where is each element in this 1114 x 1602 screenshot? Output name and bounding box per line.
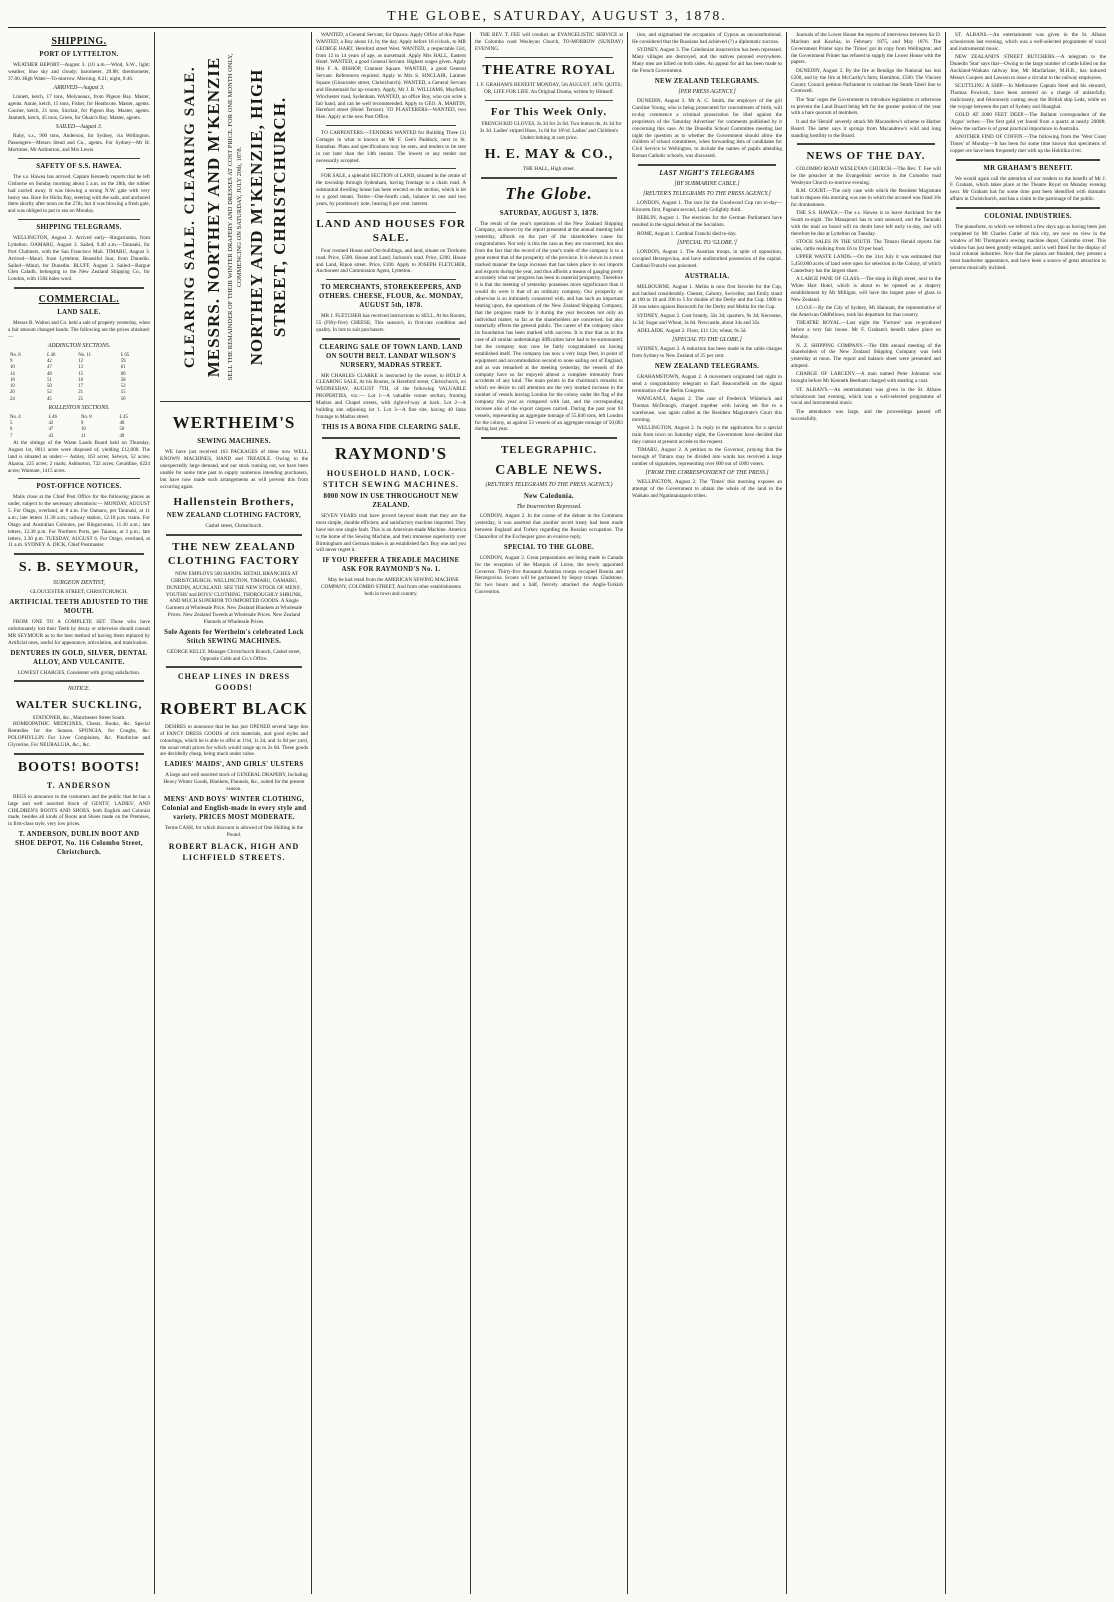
australia-heading: AUSTRALIA.	[684, 272, 730, 280]
divider	[797, 143, 935, 145]
table-cell: 12	[78, 358, 83, 364]
suckling-notice: NOTICE.	[67, 686, 91, 693]
addington-heading: ADDINGTON SECTIONS.	[47, 342, 111, 349]
table-cell: 10	[80, 427, 86, 433]
sydney-text: SYDNEY, August 3. The Caledonian insurrection has been repressed. Many villages are destroyed, and the natives pursued everywhere. Many men are killed on both sides. An appeal for aid has been made to the French Government.	[632, 47, 782, 74]
commercial-heading: COMMERCIAL.	[38, 294, 120, 306]
divider	[485, 57, 613, 58]
table-cell: 15	[78, 371, 83, 377]
divider	[326, 125, 456, 126]
robert-black-terms: Terms CASH, for which discount is allowed of One Shilling in the Pound.	[164, 824, 304, 838]
industries-heading: COLONIAL INDUSTRIES.	[984, 213, 1072, 221]
divider	[956, 159, 1100, 161]
berlin-text: BERLIN, August 1. The elections for the German Parliament have resulted in the signal defeat of the Socialists.	[632, 215, 782, 229]
divider	[481, 177, 617, 179]
shipping-co-text: N. Z. SHIPPING COMPANY.—The fifth annual meeting of the shareholders of the New Zealand Shipping Company was held yesterday at noon. The report and balance sheet were presented and adopted.	[791, 342, 941, 370]
table-cell: 13	[78, 365, 83, 371]
divider	[322, 338, 460, 340]
rolleston-heading: ROLLESTON SECTIONS.	[48, 405, 110, 412]
seymour-charges: LOWEST CHARGES, Consistent with giving satisfaction.	[17, 669, 141, 676]
caledonia-heading: New Caledonia.	[524, 492, 574, 500]
wertheim-sub: SEWING MACHINES.	[197, 438, 271, 446]
table-cell: No. 4	[10, 414, 21, 420]
cable-body: LONDON, August 2. In the course of the debate in the Commons yesterday, it was asserted that another secret treaty had been made between England and Turkey regarding the Russian occupation. The Chancellor of the Exchequer gave an evasive reply.	[475, 513, 623, 541]
column-2	[160, 32, 312, 1594]
table-cell: No. 8	[10, 352, 21, 358]
nz-telegrams-sub: [PER PRESS AGENCY.]	[678, 88, 736, 95]
sailed-heading: SAILED—August 3.	[55, 123, 103, 130]
hallenstein-heading: Hallenstein Brothers,	[173, 495, 295, 508]
special-body: LONDON, August 2. Great preparations are being made in Canada for the reception of the Marquis of Lorne, the newly appointed Governor. Thirty-five thousand Austrian troops occupied Bosnia and Herzegovina. Scouts will be garrisoned by Sepoy troops. Gladstone, for two hours and a half, fiercely attacked the Anglo-Turkish Convention.	[475, 554, 623, 596]
melbourne-text: MELBOURNE, August 1. Melita is now first favorite for the Cup, and backed considerably. Chester, Calumy, Swiveller, and Emily stand at 100 to 10 and 100 to 5 for double of the Derby and the Cup; 1000 to 20 was taken against Bosworth for the Derby and Melita for the Cup.	[632, 283, 782, 311]
divider	[14, 553, 144, 555]
divider	[326, 279, 456, 280]
land-sale-heading: LAND SALE.	[57, 309, 101, 317]
carpenters-tender: TO CARPENTERS.—TENDERS WANTED for Building Three (3) Cottages in what is known as Mr F. Gee's Paddock, next to St. Barnabas. Plans and specifications may be seen, and tenders to be sent in not later than the 14th instant. The lowest or any tender not necessarily accepted.	[316, 130, 466, 164]
raymond-heading: RAYMOND'S	[334, 443, 448, 463]
table-cell: 60	[120, 371, 126, 377]
clarke-body: MR CHARLES CLARKE is instructed by the owner, to HOLD A CLEARING SALE, At his Rooms, in Hereford street, Christchurch, on WEDNESDAY, AUGUST 7TH, of the following VALUABLE PROPERTIES, viz.:— Lot 1—A valuable corner section, fronting Madras and Chapel streets, with right-of-way at back. Lot 2—A building site adjoining lot 1. Lot 3—A fine site, having 40 links frontage to Madras street.	[316, 372, 466, 420]
table-cell: 59	[120, 358, 126, 364]
column-4	[475, 32, 628, 1594]
table-cell: 24	[10, 396, 15, 402]
arrived-heading: ARRIVED—August 3.	[53, 84, 105, 91]
safety-article: The s.s. Hawea has arrived. Captain Kennedy reports that he left Gisborne on Sunday morning about 5 a.m. on the 28th, the rubber had carried away. It was blowing a strong N.W. gale with very heavy sea. Bore for Hicks Bay, steering with the sails, and anchored there shortly after noon on the 27th, but it was blowing a fresh gale, and was obliged to put to sea on Monday.	[8, 174, 150, 215]
shipping-telegrams-heading: SHIPPING TELEGRAMS.	[36, 224, 122, 232]
seymour-title: SURGEON DENTIST,	[53, 579, 105, 586]
divider	[956, 207, 1100, 209]
shipping-telegrams: WELLINGTON, August 2. Arrived early—Ringarooma, from Lyttelton. OAMARU, August 3. Sailed, 9.40 a.m.—Taranaki, for Port Chalmers, with the San Francisco Mail. TIMARU, August 3. Arrived—Mauri, from Lyttelton; Beautiful Star, from Dunedin. Sailed—Mauri, for Dunedin. BLUFF, August 3. Sailed—Bargue Glen Caladh, belonging to the New Zealand Shipping Co., for London, with 1584 bales wool.	[8, 235, 150, 283]
grahamstown-text: GRAHAMSTOWN, August 2. A movement originated last night to send a congratulatory telegram to Earl Beaconsfield on the signal termination of the Berlin Congress.	[632, 374, 782, 394]
butchers-text: NEW ZEALAND'S STREET BUTCHERS.—A telegram to the Dunedin 'Star' says that—Owing to the large number of cattle killed on the Auckland-Waikato railway line, Mr Macfarlane, M.H.R., has induced Messrs Coopers and Lawson to issue a circular to the railway employees.	[950, 54, 1106, 81]
seymour-body: FROM ONE TO A COMPLETE SET. Those who have unfortunately lost their Teeth by decay or otherwise should consult MR SEYMOUR as to the best method of having them replaced by Artificial ones, useful for appearance, articulation, and mastication.	[8, 619, 150, 646]
column-7	[950, 32, 1106, 1594]
waste-lands-text: At the sittings of the Waste Lands Board held on Thursday, August 1st, 8011 acres were disposed of, yielding £12,000. The land is situated as under:— Ashley, 163 acres; Selwyn, 52 acres; Akaroa, 225 acres; 2 roads; Ashburton, 722 acres; Geraldine, 6224 acres; Waimate, 1415 acres.	[8, 440, 150, 474]
table-cell: 51	[46, 377, 52, 383]
table-cell: 17	[78, 384, 83, 390]
special-sub-2: [SPECIAL TO THE GLOBE.]	[672, 336, 742, 343]
nz-telegrams-heading: NEW ZEALAND TELEGRAMS.	[654, 77, 760, 85]
table-cell: £ 65	[120, 352, 130, 358]
column-3	[316, 32, 471, 1594]
table-cell: 19	[10, 384, 15, 390]
gold-text: GOLD AT 2000 FEET DEEP.—The Ballarat correspondent of the 'Argus' writes:—The first gold yet found from a quartz at nearly 2000ft. below the surface is of great practical importance to Australia.	[950, 111, 1106, 132]
st-albans-text: ST. ALBAN'S.—An entertainment was given in the St. Albans schoolroom last evening, which was a well-selected programme of vocal and instrumental music.	[791, 386, 941, 407]
port-heading: PORT OF LYTTELTON.	[39, 51, 119, 59]
news-of-day-heading: NEWS OF THE DAY.	[806, 150, 926, 163]
special-heading: SPECIAL TO THE GLOBE.	[503, 543, 595, 551]
table-cell: 18	[10, 377, 15, 383]
clearing-sale-ad	[160, 32, 311, 402]
london-text-2: LONDON, August 1. The Austrian troops, in spite of opposition, occupied Herzegovina, and have undisturbed possession of the capital. Cardinal Franchi was poisoned.	[632, 249, 782, 269]
table-cell: 42	[48, 421, 54, 427]
merchants-heading: TO MERCHANTS, STOREKEEPERS, AND OTHERS. CHEESE, FLOUR, &c. MONDAY, AUGUST 5th, 1878.	[319, 284, 463, 310]
seymour-dentures: DENTURES IN GOLD, SILVER, DENTAL ALLOY, AND VULCANITE.	[10, 649, 148, 666]
divider	[166, 666, 302, 668]
reuter-sub: [REUTER'S TELEGRAMS TO THE PRESS AGENCY.]	[643, 190, 771, 197]
anderson-body: BEGS to announce to the customers and the public that he has a large and well assorted Stock of GENTS', LADIES', AND CHILDREN'S BOOTS AND SHOES, both English and Colonial made, besides all kinds of Boots and Shoes made on the Premises, in first-class style, very low prices.	[8, 793, 150, 828]
sydney-text-2: SYDNEY, August 2. Cost brandy, 32s 3d; quarters, 9s 3d; Kerosene, 1s 3d; Sugar and Wheat, 3s 6d. Newcastle, about 34s and 35s.	[632, 312, 782, 326]
northey-mkenzie-heading: MESSRS. NORTHEY AND M'KENZIE	[203, 56, 223, 377]
table-cell: 21	[78, 390, 83, 396]
divider	[481, 437, 617, 439]
hallenstein-sub: NEW ZEALAND CLOTHING FACTORY,	[166, 512, 302, 520]
fletcher-land-heading: LAND AND HOUSES FOR SALE.	[316, 217, 466, 245]
telegraphic-heading: TELEGRAPHIC.	[500, 444, 598, 457]
church-notice: THE REV. T. FEE will conduct an EVANGELISTIC SERVICE at the Colombo road Wesleyan Church, TO-MORROW (SUNDAY) EVENING.	[475, 32, 623, 52]
clearing-sale-heading: CLEARING SALE. CLEARING SALE.	[181, 65, 198, 368]
divider	[322, 437, 460, 439]
divider	[18, 219, 140, 220]
wellington-text: WELLINGTON, August 2. In reply to the application for a special train from town on Saturday night, the Government have decided that they cannot at present accede to the request.	[632, 425, 782, 445]
rome-text: ROME, August 1. Cardinal Franchi died to-day.	[637, 230, 737, 237]
for-sale-section: FOR SALE, a splendid SECTION of LAND, situated in the centre of the township through Sydenham, having frontage to a chain road. A substantial dwelling house has been erected on the section, which is let to a good tenant. Terms—One-fourth cash, balance in one and two years, by promissory note, bearing 8 per cent. interest.	[316, 173, 466, 207]
week-only-heading: For This Week Only.	[490, 105, 608, 118]
divider	[326, 168, 456, 169]
journals-text: Journals of the Lower House the reports of interviews between Sir D. Maclean and Kawhia, in February 1875, and May 1876. The Government Printer says the 'Times' got its copy from Wellington; and the Government Printer has refused to supply the Lower House with the papers.	[791, 32, 941, 66]
divider	[485, 100, 613, 101]
correspondent-text: WELLINGTON, August 2. The 'Times' this morning exposes an attempt of the Government to obtain the whole of the land in the Waikato and Ngatimaniapoto tribes.	[632, 479, 782, 500]
gloves-ad: FRENCH KID GLOVES, 3s 3d for 2s 6d. Two button do, 4s 3d for 3s 3d. Ladies' striped Hose, 1s 6d for 10½d. Ladies' and Children's Underclothing at cost price.	[479, 121, 622, 141]
insurrection-heading: The Insurrection Repressed.	[516, 503, 582, 510]
divider	[18, 478, 140, 479]
waste-lands-text-2: UPPER WASTE LANDS.—On the 31st July it was estimated that 5,450,000 acres of land were open for selection in the Colony, of which Canterbury has the largest share.	[791, 254, 941, 274]
arrived-list: Linnett, ketch, 17 tons, Molyneaux, from Pigeon Bay. Master, agents. Annie, ketch, 15 tons, Fisher, for Heathcote. Master, agents. Courier, ketch, 21 tons, Sinclair, for Pigeon Bay. Master, agents. Janmeth, ketch, 45 tons, Green, for Okain's Bay. Master, agents.	[8, 94, 150, 121]
st-albans-text-2: ST. ALBANS.—An entertainment was given in the St. Albans schoolroom last evening, which was a well-selected programme of vocal and instrumental music.	[950, 32, 1106, 52]
robert-black-ulsters: LADIES' MAIDS', AND GIRLS' ULSTERS	[164, 761, 304, 769]
fletcher-land-body: Four roomed House and Out-buildings, and land, situate on Ticehurst road. Price, £500. House and Land, Jackson's road. Price, £200. House and Land, Ripon street. Price, £100. Apply to JOSEPH FLETCHER, Auctioneer and Commission Agent, Lyttelton.	[316, 247, 466, 275]
anderson-footer: T. ANDERSON, DUBLIN BOOT AND SHOE DEPOT, No. 116 Colombo Street, Christchurch.	[15, 831, 143, 857]
divider	[326, 212, 456, 213]
table-cell: 43	[48, 433, 54, 439]
table-cell: 16	[78, 377, 83, 383]
nz-telegrams-heading-2: NEW ZEALAND TELEGRAMS.	[654, 363, 760, 371]
large-pane-text: A LARGE PANE OF GLASS.—The shop in High street, next to the White Hart Hotel, which is about to be opened as a drapery establishment by Mr Milligan, will have the largest pane of glass in New Zealand.	[791, 276, 941, 303]
larceny-text: CHARGE OF LARCENY.—A man named Peter Johnston was brought before Mr Kenneth Beetham charged with stealing a coat.	[791, 371, 941, 385]
robert-black-heading: ROBERT BLACK	[160, 698, 308, 718]
graham-text: We would again call the attention of our readers to the benefit of Mr J. F. Graham, which takes place at the Theatre Royal on Monday evening next. Mr Graham has for some time past been identified with dramatic affairs in Christchurch, and has a claim to the patronage of the public.	[950, 175, 1106, 203]
napier-text: It and the 'Herald' severely attack Mr Macandrew's scheme re Harbor Board. The latter says it springs from Macandrew's wild and long standing hostility to the Board.	[791, 118, 941, 139]
nzcf-body: NOW EMPLOYS 500 HANDS. RETAIL BRANCHES AT CHRISTCHURCH, WELLINGTON, TIMARU, OAMARU, DUNEDIN, AUCKLAND. SEE THE NEW STOCK OF MENS', YOUTHS' and BOYS' CLOTHING, THOROUGHLY SHRUNK, AND MUCH SUPERIOR TO IMPORTED GOODS. A Single Garment at Wholesale Price. New Zealand Blankets at Wholesale Prices. New Zealand Tweeds at Wholesale Prices. New Zealand Flannels at Wholesale Prices.	[165, 570, 303, 625]
safety-heading: SAFETY OF S.S. HAWEA.	[36, 163, 122, 171]
table-cell: 10	[10, 365, 15, 371]
adelaide-text: ADELAIDE, August 2. Flour, £11 12s; wheat, 6s 5d.	[637, 327, 747, 334]
table-cell: 53	[120, 384, 126, 390]
robert-black-footer: ROBERT BLACK, HIGH AND LICHFIELD STREETS.	[168, 842, 300, 863]
anderson-name: T. ANDERSON	[46, 781, 112, 791]
shipping-heading: SHIPPING.	[51, 36, 107, 47]
table-cell: 52	[46, 390, 52, 396]
fletcher-cheese: MR J. FLETCHER has received instructions to SELL, At his Rooms, 55 (Fifty-five) CHEESE, This season's, in first-rate condition and quality. In lots to suit purchasers.	[316, 313, 466, 333]
northey-footer: NORTHEY AND M'KENZIE, HIGH STREET, CHRISTCHURCH.	[246, 68, 289, 365]
clarke-bona-fide: THIS IS A BONA FIDE CLEARING SALE.	[321, 423, 461, 431]
post-office-text: Mails close at the Chief Post Office for the following places as under, subject to the necessary alterations:— MONDAY, AUGUST 5. For Otago, overland, at 8 a.m. For Oamaru, per Taranaki, at 11 a.m.; late letters 11.30 a.m.; railway station, 12.10 p.m. trains. For Otago and Australian Colonies, per Ringarooma, 11.30 a.m.; late letters, 12.30 p.m. For Northern Ports, per Taiaroa, at 3 p.m.; late letters, 3.30 p.m. TUESDAY, AUGUST 6. For Otago, overland, at 11 a.m. SYDNEY A. DICK, Chief Postmaster.	[8, 494, 150, 549]
table-cell: 48	[46, 371, 52, 377]
clearing-sale-body: SELL THE REMAINDER OF THEIR WINTER DRAPERY AND DRESSES AT COST PRICE. FOR ONE MONTH ONLY, COMMENCING ON SATURDAY, JULY 20th, 1878.	[226, 53, 243, 380]
stock-text: STOCK SALES IN THE SOUTH. The Timaru Herald reports fair sales, cattle realising from £6 to £9 per head.	[791, 239, 941, 252]
by-cable-sub: [BY SUBMARINE CABLE.]	[674, 180, 740, 187]
wesleyan-text: COLOMBO ROAD WESLEYAN CHURCH.—The Rev. T. Fee will be the preacher at the Evangelistic service in the Colombo road Wesleyan Church to-morrow evening.	[791, 165, 941, 186]
divider	[14, 753, 144, 755]
column-6	[791, 32, 946, 1594]
wertheim-heading: WERTHEIM'S	[172, 413, 296, 432]
industries-text: The pianoforte, to which we referred a few days ago as having been just completed by Mr Charles Cutler of this city, are now on view in the window of Mr Thompson's sewing machine depot, Colombo street. This window has just been greatly enlarged, and is well fitted for the display of local colonial industries. Now that the pianos are finished, they present a most handsome appearance, and have been a source of great attraction to persons musically inclined.	[950, 223, 1106, 272]
table-cell: 9	[80, 421, 84, 427]
seymour-address: GLOUCESTER STREET, CHRISTCHURCH.	[30, 589, 128, 596]
table-cell: £ 46	[46, 352, 56, 358]
cable-sub: (REUTER'S TELEGRAMS TO THE PRESS AGENCY.)	[485, 482, 613, 489]
table-cell: 50	[46, 384, 52, 390]
theatre-body: J. F. GRAHAM'S BENEFIT MONDAY, 5th AUGUST, 1878. QUITS; OR, LIFE FOR LIFE. An Original Drama, written by Himself.	[476, 82, 622, 95]
special-globe-sub: [SPECIAL TO 'GLOBE.']	[677, 239, 737, 246]
wanted-ads: WANTED, a General Servant, for Opawa. Apply Office of this Paper. WANTED, a Boy about 14, by the day. Apply before 10 o'clock, to MR GEORGE HART, Hereford street West. WANTED, a respectable Girl, from 12 to 14 years of age, as nursemaid. Apply Mrs HALL, Eastern Hotel. WANTED, a good General Servant. Highest wages given. Apply Mrs F. A. BISHOP, Cranmer Square. WANTED, a good General Servant. References required. Apply to Mrs S. SINCLAIR, Latimer Square (Gloucester street, Christchurch). WANTED, a General Servant and Housemaid for up-country. Apply, Mr J. B. WILLIAMS, Mayfield, Winchester road, Sydenham. WANTED, an office Boy, who can write a fair hand, and can be well recommended. Apply to GEO. A. MARTIN, Hereford street (Hotel Terrace). TO PLASTERERS—WANTED, two Men. Apply at the new Post Office.	[316, 32, 466, 121]
rm-court-text: R.M. COURT.—The only case with which the Resident Magistrate had to dispose this morning was one in which the accused was fined 10s for drunkenness.	[791, 187, 941, 208]
theatre-heading: THEATRE ROYAL	[482, 62, 616, 78]
london-text-1: LONDON, August 1. The race for the Goodwood Cup run to-day—Kincsem first, Pageant second, Lady Golightly third.	[632, 200, 782, 214]
table-cell: 42	[46, 358, 52, 364]
dunedin-text-2: DUNEDIN, August 2. By the fire at Bendigo the National has lost £200, and by the fire at McCarthy's farm, Hamilton, £500. The Vincent County Council petition Parliament to continue the Strath-Taieri line to Cromwell.	[791, 67, 941, 95]
raymond-body: SEVEN YEARS trial have proved beyond doubt that they are the most simple, durable efficient, and satisfactory machine imported. They have not one single fault. This is an American-made Machine. America is the home of the Sewing Machine, and their immense superiority over Birmingham and German makes is an established fact. Buy one and you will never regret it.	[316, 513, 466, 554]
nzcf-agents: Sole Agents for Wertheim's celebrated Lock Stitch SEWING MACHINES.	[164, 628, 304, 645]
table-cell: 7	[10, 433, 13, 439]
table-cell: 6	[10, 427, 13, 433]
graham-heading: MR GRAHAM'S BENEFIT.	[983, 164, 1073, 172]
table-row	[8, 397, 150, 403]
raymond-sub: HOUSEHOLD HAND, LOCK-STITCH SEWING MACHINES.	[322, 469, 460, 489]
scuttled-text: SCUTTLING A SHIP.—In Melbourne Captain Steel and his steward, Thomas Powlock, have been arrested on a charge of unlawfully, maliciously, and feloniously casting away the British ship Leda, while on the voyage between the port of Sydney and Shanghai.	[950, 83, 1106, 110]
table-cell: 50	[119, 427, 125, 433]
suckling-body: HOMEOPATHIC MEDICINES, Chests, Books, &c. Special Remedies for the Season. SPONGIA, for Coughs, &c. POLOPHYLLIN For Liver Complaints, &c. Pinoforine and Glycerine, For NEURALGIA, &c., &c.	[8, 721, 150, 748]
divider	[638, 164, 776, 166]
table-cell: 49	[119, 433, 125, 439]
dunedin-text-3: The 'Star' urges the Government to introduce legislation or otherwise to prevent the Land Board being left for the greater portion of the year with a bare quorum of members.	[791, 96, 941, 117]
divider	[14, 680, 144, 682]
raymond-footer: May be had retail from the AMERICAN SEWING MACHINE COMPANY, COLOMBO STREET, And from other establishments both in town and country.	[321, 577, 461, 597]
table-cell: No. 8	[80, 414, 92, 420]
table-cell: £ 45	[119, 414, 128, 420]
table-cell: 25	[78, 396, 83, 402]
table-cell: 58	[120, 377, 126, 383]
theatre-royal-text: THEATRE ROYAL.—Last night the 'Fortune' was re-produced before a very fair house. Mr F. Graham's benefit takes place on Monday.	[791, 320, 941, 341]
divider	[166, 534, 302, 536]
attendance-text: The attendance was large, and the proceedings passed off successfully.	[791, 408, 941, 422]
table-cell: 47	[48, 427, 54, 433]
robert-black-clothing: MENS' AND BOYS' WINTER CLOTHING, Colonial and English-made in every style and variety. PRICES MOST MODERATE.	[161, 795, 307, 821]
addington-table	[8, 353, 150, 404]
robert-black-drapery: A large and well assorted stock of GENERAL DRAPERY, Including Heavy Winter Goods, Blankets, Flannels, &c., suited for the present season.	[163, 772, 308, 792]
rolleston-table	[8, 415, 150, 440]
column-5	[632, 32, 787, 1594]
continued-text: tion, and stigmatised the occupation of Cyprus as unconstitutional. He considered that the Russians had achieved (?) a diplomatic success.	[632, 32, 782, 45]
table-cell: 11	[80, 433, 86, 439]
globe-date: SATURDAY, AUGUST 3, 1878.	[499, 209, 599, 217]
table-cell: 14	[10, 371, 15, 377]
table-cell: 47	[46, 365, 52, 371]
leader-article: The result of the year's operations of the New Zealand Shipping Company, as shown by the report presented at the annual meeting held yesterday, affords on the part of the shareholders cause for congratulation. Not only is this the case as they are concerned, but also from the fact that the record of the year's trade of the company is to a great extent that of the prosperity of the province. It is shown in a most marked manner the large increase that has taken place in our imports and exports during the year, and thus affords a means of gauging pretty accurately what our progress has been in material prosperity. Therefore it is that the meeting of yesterday possesses more significance than it would do were it that of an ordinary company. Our prosperity or otherwise is so intimately connected with, and has such an important bearing upon, the operations of the New Zealand Shipping Company, that the progress made by it during the year becomes not only an individual matter, so far as the shareholders are concerned, but also materially effects the general public. The career of the company since its foundation has been marked with success. It is true that as in the case of all similar undertakings difficulties have had to be surmounted, but the company may now be fairly congratulated on having established itself. The company has now a very large fleet, in point of equipment and accommodation second to none sailing out of England, and as was remarked at the meeting yesterday, the vessels of the company have so far enjoyed almost a complete immunity from accidents of any kind. The main points in the chairman's remarks to which we desire to call attention are the very marked increase in the number of vessels leaving London for the colony under the flag of the company this year as compared with last, and the corresponding increase also of the export cargoes carried. During the past year 63 vessels, representing an aggregate tonnage of 55,846 tons, left London for the colony, as against 53 vessels of an aggregate tonnage of 50,003 during last year.	[475, 220, 623, 433]
may-co-heading: H. E. MAY & CO.,	[484, 146, 614, 162]
ioof-text: I.O.O.F.—By the City of Sydney, Mr Hannam, the representative of the American Oddfellows, took his departure for that country.	[791, 305, 941, 319]
newspaper-title: THE GLOBE, SATURDAY, AUGUST 3, 1878.	[387, 9, 727, 24]
cable-news-heading: CABLE NEWS.	[495, 462, 603, 478]
suckling-name: WALTER SUCKLING,	[15, 699, 143, 712]
table-cell: 56	[120, 396, 126, 402]
raymond-ask: IF YOU PREFER A TREADLE MACHINE ASK FOR RAYMOND'S No. 1.	[322, 557, 460, 574]
last-night-heading: LAST NIGHT'S TELEGRAMS	[659, 170, 755, 177]
seymour-name: S. B. SEYMOUR,	[18, 560, 140, 576]
wertheim-body: WE have just received 163 PACKAGES of these now WELL KNOWN MACHINES, HAND and TREADLE. Owing to the unexpectedly large demand, and our stock running out, we have been unable for some time past to supply numerous intending purchasers, but have now made such arrangements as will prevent this from occurring again.	[160, 449, 308, 490]
post-office-heading: POST-OFFICE NOTICES.	[36, 483, 122, 491]
clearing-town-heading: CLEARING SALE OF TOWN LAND. LAND ON SOUTH BELT. LANDAT WILSON'S NURSERY, MADRAS STREET.	[319, 343, 463, 369]
robert-black-body: DESIRES to announce that he has just OPENED several large lots of FANCY DRESS GOODS of rich materials, and good styles and colourings, which he is able to offer at 1½d, 1s 2d, and 1s 6d per yard, the usual retail prices for which would range up to 2s 6d. These goods are decidedly cheap, being much under value.	[160, 724, 308, 758]
column-1	[8, 32, 155, 1594]
hallenstein-address: Cashel street, Christchurch.	[205, 523, 263, 530]
cheap-lines-heading: CHEAP LINES IN DRESS GOODS!	[177, 672, 291, 693]
timaru-text: TIMARU, August 2. A petition to the Governor, praying that the borough of Timaru may be divided into wards has received a large number of signatures, representing over 600 out of 1000 voters.	[632, 447, 782, 467]
table-cell: 55	[120, 390, 126, 396]
land-sale-text: Messrs R. Walton and Co. held a sale of property yesterday, when a fair amount changed hands. The following are the prices obtained:—	[8, 320, 150, 341]
globe-heading: The Globe.	[505, 184, 593, 204]
nzcf-manager: GEORGE KELLY, Manager Christchurch Branch, Cashel street, Opposite Cobb and Co.'s Office.	[166, 648, 302, 662]
divider	[18, 158, 140, 159]
sydney-text-3: SYDNEY, August 2. A reduction has been made in the cable charges from Sydney to New Zealand of 25 per cent.	[632, 346, 782, 360]
suckling-sub: STATIONER, &c., Manchester Street South.	[32, 714, 126, 721]
masthead	[8, 6, 1106, 28]
dunedin-text: DUNEDIN, August 2. Mr A. C. Smith, the employer of the girl Caroline Young, who is being prosecuted for concealment of birth, will to-day commence a criminal prosecution for libel against the proprietors of the 'Saturday Advertiser' for comments published by it concerning this case. At the Dunedin School Committee meeting last night the question as to whether the Government should allow the children of school committees, when forwarding lists of candidates for Civil Service to Wellington, to include the names of pupils attending Roman Catholic schools, was discussed.	[632, 98, 782, 160]
table-cell: No. 11	[78, 352, 92, 358]
table-cell: 61	[120, 365, 126, 371]
table-cell: 45	[46, 396, 52, 402]
coffin-text: ANOTHER FIND OF COFFIN.—The following from the 'West Coast Times' of Monday—It has been for some time known that specimens of copper ore have been frequently met with up the Hokitika river.	[950, 134, 1106, 154]
table-cell: 20	[10, 390, 15, 396]
seymour-teeth: ARTIFICIAL TEETH ADJUSTED TO THE MOUTH.	[9, 599, 149, 616]
correspondent-heading: [FROM THE CORRESPONDENT OF THE PRESS.]	[645, 469, 769, 476]
table-cell: 5	[10, 421, 13, 427]
weather-report: WEATHER REPORT—August 3. (10 a.m.—Wind, S.W., light; weather, blue sky and cloudy; barometer, 29.88; thermometer, 37.00. High Water—To-morrow. Morning, 8.21; night, 8.46.	[8, 62, 150, 82]
nzcf-heading: THE NEW ZEALAND CLOTHING FACTORY	[167, 540, 301, 568]
boots-heading: BOOTS! BOOTS!	[17, 759, 141, 775]
may-co-address: THE HALL, High street.	[522, 166, 575, 173]
table-cell: 48	[119, 421, 125, 427]
table-cell: £ 46	[48, 414, 57, 420]
raymond-sold: 8000 NOW IN USE THROUGHOUT NEW ZEALAND.	[323, 493, 459, 510]
wanganui-text: WANGANUI, August 2. The case of Frederick Whitelock and Thomas McDonogh, charged together with having set fire to a warehouse, was again called at the Resident Magistrate's Court this morning.	[632, 396, 782, 423]
divider	[14, 287, 144, 289]
sailed-list: Ruby, s.s., 900 tons, Anderson, for Sydney, via Wellington. Passengers—Messrs Stead and Co., agents. For Sydney—Mr H. Mortimer, Mr Ashburton, and Mrs Lewis.	[8, 133, 150, 154]
table-cell: 9	[10, 358, 13, 364]
hawea-text: THE S.S. HAWEA.—The s.s. Hawea is to leave Auckland for the South to-night. The Manapouri has to wait seaward, and the Taranaki with the mail on board will no doubt have left early to-day, and will therefore be due at Lyttelton on Tuesday.	[791, 210, 941, 237]
